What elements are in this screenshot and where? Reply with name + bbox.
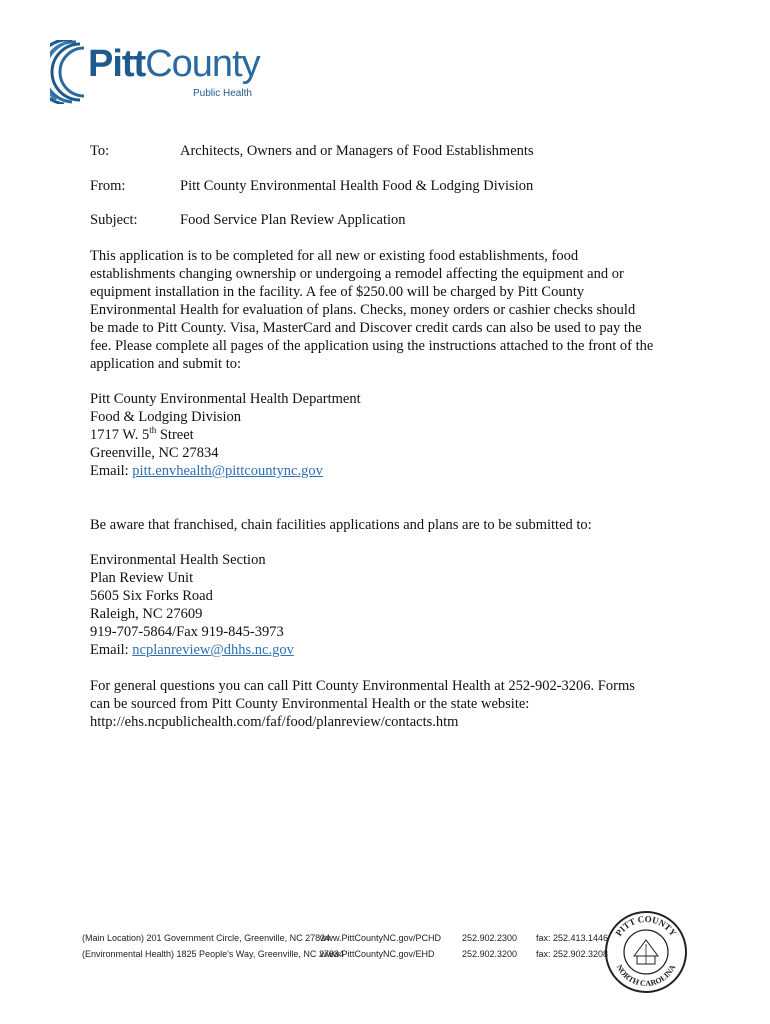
franchise-note [90, 516, 690, 534]
intro-line: application and submit to: [90, 356, 242, 372]
logo-name-pitt: Pitt [88, 43, 146, 85]
pitt-address-block [90, 390, 690, 480]
seal-top-text: PITT COUNTY [613, 913, 679, 938]
state-address-line: 5605 Six Forks Road [90, 588, 213, 604]
footer-eh-fax: fax: 252.902.3208 [536, 949, 609, 959]
state-address-line: Environmental Health Section [90, 552, 266, 568]
closing-line: can be sourced from Pitt County Environmental Health or the state website: [90, 696, 530, 712]
state-email-link[interactable]: ncplanreview@dhhs.nc.gov [132, 642, 294, 658]
closing-line: For general questions you can call Pitt County Environmental Health at 252-902-3206. Forms [90, 678, 635, 694]
seal-bottom-text: NORTH CAROLINA [614, 963, 678, 989]
logo-wordmark [88, 44, 260, 84]
footer-main-fax: fax: 252.413.1446 [536, 933, 609, 943]
footer-main-address: (Main Location) 201 Government Circle, Greenville, NC 27834 [82, 933, 331, 943]
state-email-line [90, 641, 690, 659]
intro-line: be made to Pitt County. Visa, MasterCard and Discover credit cards can also be used to pay the [90, 320, 642, 336]
logo-subtitle: Public Health [193, 88, 252, 99]
memo-to-label: To: [90, 143, 110, 159]
pitt-county-logo [50, 40, 290, 104]
memo-subject-value: Food Service Plan Review Application [180, 212, 406, 228]
closing-paragraph [90, 677, 690, 731]
state-phone-line: 919-707-5864/Fax 919-845-3973 [90, 624, 284, 640]
footer-main-web: www.PittCountyNC.gov/PCHD [320, 933, 442, 943]
intro-line: fee. Please complete all pages of the application using the instructions attached to the front of the [90, 338, 654, 354]
footer-row-main [82, 933, 609, 947]
intro-paragraph [90, 247, 690, 373]
street-suffix: Street [156, 427, 194, 443]
footer-eh-address: (Environmental Health) 1825 People's Way, Greenville, NC 27834 [82, 949, 344, 959]
svg-text:PITT COUNTY [614, 914, 679, 938]
franchise-note-text: Be aware that franchised, chain facilities applications and plans are to be submitted to: [90, 517, 592, 533]
pitt-street-line [90, 426, 690, 444]
state-address-block [90, 551, 690, 659]
county-seal-icon [604, 910, 688, 994]
intro-line: establishments changing ownership or undergoing a remodel affecting the equipment and or [90, 266, 624, 282]
memo-subject-label: Subject: [90, 212, 138, 228]
pitt-address-line: Food & Lodging Division [90, 409, 242, 425]
logo-name-county: County [145, 43, 260, 85]
closing-url-line: http://ehs.ncpublichealth.com/faf/food/planreview/contacts.htm [90, 714, 459, 730]
county-seal [604, 910, 688, 994]
street-ordinal: th [149, 425, 157, 436]
email-label: Email: [90, 642, 133, 658]
memo-from-value: Pitt County Environmental Health Food & Lodging Division [180, 178, 534, 194]
pitt-city-line: Greenville, NC 27834 [90, 445, 219, 461]
footer-main-phone: 252.902.2300 [462, 933, 518, 943]
pitt-address-line: Pitt County Environmental Health Department [90, 391, 361, 407]
footer-eh-phone: 252.902.3200 [462, 949, 518, 959]
pitt-email-link[interactable]: pitt.envhealth@pittcountync.gov [132, 463, 323, 479]
intro-line: Environmental Health for evaluation of plans. Checks, money orders or cashier checks should [90, 302, 636, 318]
letterhead-footer [82, 933, 609, 973]
intro-line: equipment installation in the facility. A fee of $250.00 will be charged by Pitt County [90, 284, 585, 300]
state-address-line: Plan Review Unit [90, 570, 194, 586]
street-prefix: 1717 W. 5 [90, 427, 150, 443]
footer-row-eh [82, 949, 609, 963]
memo-to-value: Architects, Owners and or Managers of Food Establishments [180, 143, 534, 159]
email-label: Email: [90, 463, 133, 479]
footer-eh-web: www.PittCountyNC.gov/EHD [320, 949, 435, 959]
pitt-email-line [90, 462, 690, 480]
state-address-line: Raleigh, NC 27609 [90, 606, 203, 622]
memo-from-label: From: [90, 178, 126, 194]
intro-line: This application is to be completed for all new or existing food establishments, food [90, 248, 579, 264]
